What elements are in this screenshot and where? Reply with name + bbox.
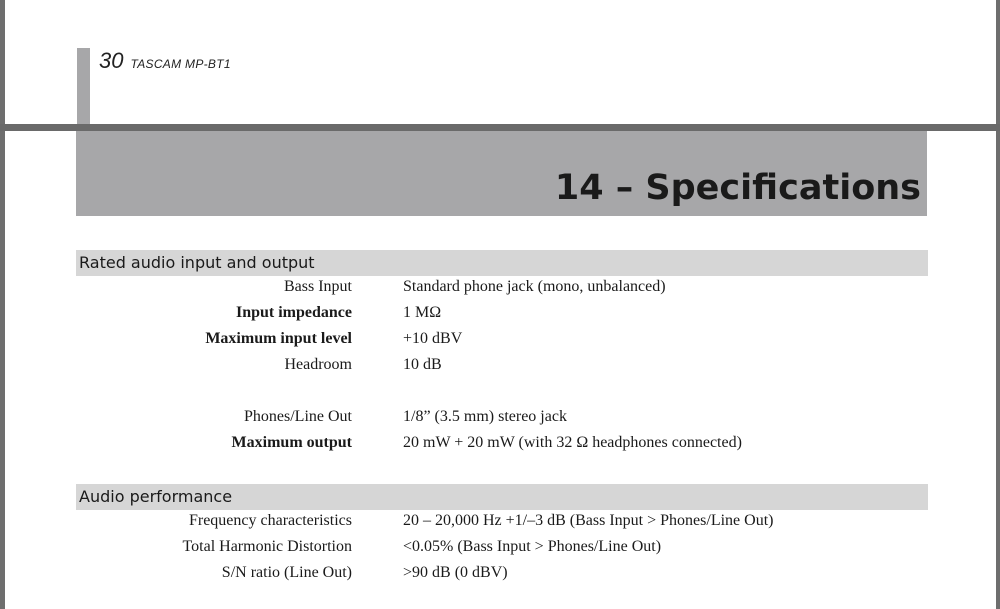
spec-label: Phones/Line Out — [244, 408, 352, 425]
spec-row — [76, 404, 928, 430]
spec-label: Headroom — [284, 356, 352, 373]
spec-value: 1 MΩ — [403, 304, 442, 321]
page-header — [99, 48, 231, 76]
spec-row — [76, 560, 928, 586]
spec-value: 10 dB — [403, 356, 442, 373]
spec-value: 1/8” (3.5 mm) stereo jack — [403, 408, 567, 425]
spec-label: Total Harmonic Distortion — [182, 538, 352, 555]
spec-value: >90 dB (0 dBV) — [403, 564, 508, 581]
header-tab — [77, 48, 90, 124]
spec-row — [76, 508, 928, 534]
page-frame-right — [996, 0, 1000, 609]
page-separator — [0, 124, 1000, 131]
chapter-title: 14 – Specifications — [554, 168, 921, 208]
spec-row — [76, 352, 928, 378]
spec-row — [76, 430, 928, 456]
chapter-band — [76, 131, 927, 216]
spec-label: Input impedance — [235, 304, 352, 321]
spec-label: Frequency characteristics — [188, 512, 352, 529]
section-title-rated-io: Rated audio input and output — [76, 250, 928, 276]
spec-row — [76, 326, 928, 352]
spec-value: +10 dBV — [403, 330, 463, 347]
spec-row — [76, 534, 928, 560]
spec-value: <0.05% (Bass Input > Phones/Line Out) — [403, 538, 662, 555]
section-title-audio-performance: Audio performance — [76, 484, 928, 510]
spec-label: S/N ratio (Line Out) — [221, 564, 352, 581]
spec-label: Maximum input level — [205, 330, 352, 347]
spec-value: Standard phone jack (mono, unbalanced) — [403, 278, 666, 295]
spec-value: 20 – 20,000 Hz +1/–3 dB (Bass Input > Phones/Line Out) — [403, 512, 774, 529]
page-frame-left — [0, 0, 5, 609]
spec-row — [76, 300, 928, 326]
spec-label: Maximum output — [231, 434, 352, 451]
spec-value: 20 mW + 20 mW (with 32 Ω headphones connected) — [403, 434, 742, 451]
model-name: TASCAM MP-BT1 — [130, 57, 231, 71]
spec-label: Bass Input — [284, 278, 352, 295]
spec-row — [76, 274, 928, 300]
page-number: 30 — [99, 48, 124, 73]
